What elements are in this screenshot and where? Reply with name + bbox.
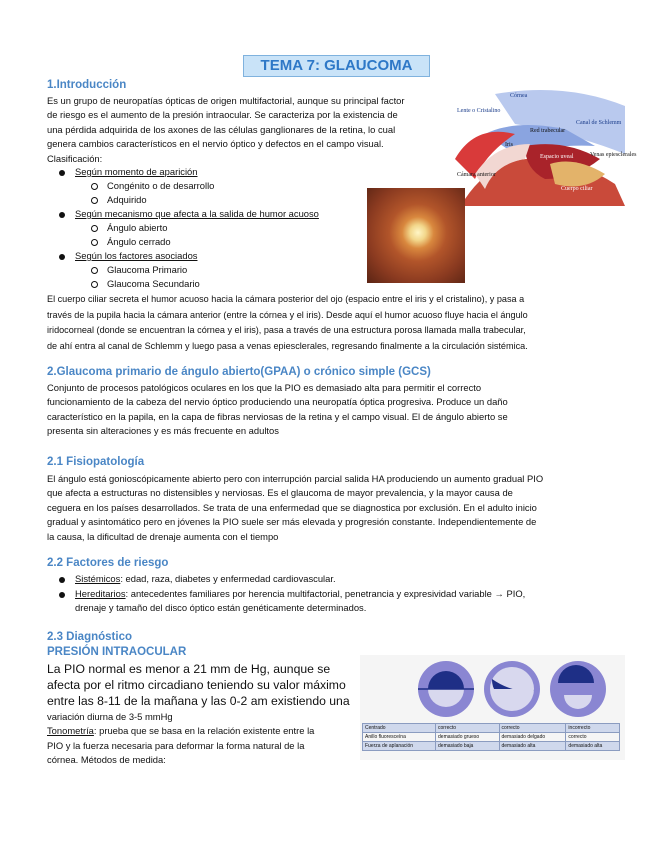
list-subitem: Ángulo cerrado (107, 236, 171, 247)
paragraph-line: El cuerpo ciliar secreta el humor acuoso hacia la cámara posterior del ojo (espacio entre el iris y el cristalino), y pasa a (47, 294, 525, 304)
circle-correct (418, 661, 474, 717)
paragraph-line: La PIO normal es menor a 21 mm de Hg, aunque se (47, 662, 331, 676)
tonometria-label: Tonometría (47, 725, 94, 736)
tonometry-figure (360, 655, 625, 760)
risk-factor-sistemicos (75, 572, 336, 586)
table-cell: Centrado (363, 724, 436, 733)
table-cell: correcto (566, 733, 620, 742)
circle-bullet-icon (91, 267, 98, 274)
list-subitem: Congénito o de desarrollo (107, 180, 215, 191)
risk-factor-text: drenaje y tamaño del disco óptico están genéticamente determinados. (75, 602, 367, 613)
table-cell: demasiado alta (499, 742, 566, 751)
table-cell: correcto (436, 724, 499, 733)
table-cell: Fuerza de aplanación (363, 742, 436, 751)
tonometry-circles (360, 655, 625, 720)
section-2-1-paragraph (47, 472, 613, 544)
label-cuerpo-ciliar: Cuerpo ciliar (561, 186, 593, 192)
paragraph-line: El ángulo está gonioscópicamente abierto pero con interrupción parcial salida HA produciendo un aumento gradual PIO (47, 473, 544, 484)
section-2-3-heading: 2.3 Diagnóstico (47, 631, 132, 643)
intro-paragraph (47, 94, 457, 166)
eye-anatomy-diagram (455, 84, 637, 206)
bullet-icon (59, 254, 65, 260)
bullet-icon (59, 577, 65, 583)
intro-line: Es un grupo de neuropatías ópticas de origen multifactorial, aunque su principal factor (47, 95, 405, 106)
table-cell: demasiado grueso (436, 733, 499, 742)
label-cornea: Córnea (510, 93, 528, 99)
bullet-icon (59, 592, 65, 598)
section-2-2-heading: 2.2 Factores de riesgo (47, 557, 169, 569)
table-cell: correcto (499, 724, 566, 733)
paragraph-line: entre las 8-11 de la mañana y las 0-2 am existiendo una (47, 694, 350, 708)
table-cell: demasiado baja (436, 742, 499, 751)
paragraph-line: PIO y la fuerza necesaria para deformar la forma natural de la (47, 739, 305, 751)
paragraph-line: córnea. Métodos de medida: (47, 754, 166, 765)
circle-thin (484, 661, 540, 717)
label-cristalino: Lente o Cristalino (457, 108, 501, 114)
paragraph-line: gradual y asintomático pero en jóvenes la PIO suele ser más elevada y progresión constante. Independientemente de (47, 516, 537, 528)
pio-subheading: PRESIÓN INTRAOCULAR (47, 646, 187, 658)
label-iris: Iris (505, 142, 513, 148)
tonometria-paragraph (47, 724, 357, 768)
paragraph-line: funcionamiento de la cabeza del nervio óptico produciendo una neuropatía óptica progresiva. Produce un daño (47, 396, 508, 408)
pio-big-paragraph (47, 661, 357, 709)
circle-bullet-icon (91, 281, 98, 288)
humor-acuoso-paragraph (47, 292, 613, 354)
section-1-heading: 1.Introducción (47, 79, 127, 91)
clasificacion-label: Clasificación: (47, 152, 103, 164)
paragraph-line: ceguera en los países desarrollados. Se trata de una enfermedad que se diagnostica por exclusión. En el adulto inicio (47, 501, 537, 513)
label-canal-schlemm: Canal de Schlemm (576, 120, 622, 126)
paragraph-line: través de la pupila hacia la cámara anterior (entre la córnea y el iris). Desde aquí el humor acuoso fluye hacia el ángulo (47, 309, 528, 320)
label-venas: Venas epiesclerales (590, 152, 637, 158)
variacion-line: variación diurna de 3-5 mmHg (47, 711, 173, 722)
bullet-icon (59, 170, 65, 176)
table-row (363, 742, 620, 751)
circle-bullet-icon (91, 197, 98, 204)
risk-factor-label: Sistémicos (75, 573, 121, 584)
tonometry-table (362, 723, 620, 751)
circle-incorrect (550, 661, 606, 717)
paragraph-line: iridocorneal (donde se encuentran la córnea y el iris), pasa a través de una estructura porosa llamada malla trabecular, (47, 325, 526, 335)
label-camara-anterior: Cámara anterior (457, 172, 496, 178)
paragraph-line: la causa, la dificultad de drenaje aumenta con el tiempo (47, 530, 279, 542)
section-2-paragraph (47, 381, 613, 439)
table-cell: incorrecto (566, 724, 620, 733)
risk-factor-hereditarios (75, 587, 615, 615)
section-2-1-heading: 2.1 Fisiopatología (47, 456, 145, 468)
circle-bullet-icon (91, 183, 98, 190)
eye-anatomy-illustration (455, 84, 637, 206)
label-red-trabecular: Red trabecular (530, 128, 566, 134)
page-title: TEMA 7: GLAUCOMA (243, 55, 430, 77)
circle-bullet-icon (91, 239, 98, 246)
list-subitem: Ángulo abierto (107, 222, 168, 233)
bullet-icon (59, 212, 65, 218)
table-cell: demasiado alta (566, 742, 620, 751)
paragraph-line: afecta por el ritmo circadiano teniendo su valor máximo (47, 678, 346, 692)
list-item-label: Según mecanismo que afecta a la salida de humor acuoso (75, 208, 319, 219)
table-row (363, 724, 620, 733)
paragraph-line: que afecta a estructuras no distensibles y nerviosas. Es el glaucoma de mayor prevalencia, y la mayor causa de (47, 487, 513, 499)
intro-line: una pérdida adquirida de los axones de las células ganglionares de la retina, lo cual (47, 123, 396, 135)
intro-line: genera cambios característicos en el nervio óptico y defectos en el campo visual. (47, 138, 384, 150)
label-espacio-uveal: Espacio uveal (540, 154, 574, 160)
paragraph-line: Conjunto de procesos patológicos oculares en los que la PIO es demasiado alta para permitir el correcto (47, 382, 482, 393)
intro-line: de riesgo es el aumento de la presión intraocular. Se caracteriza por la existencia de (47, 109, 398, 121)
optic-disc-photo (367, 188, 465, 283)
paragraph-line: : prueba que se basa en la relación existente entre la (93, 725, 315, 736)
list-item-label: Según momento de aparición (75, 166, 198, 177)
list-item-label: Según los factores asociados (75, 250, 198, 261)
paragraph-line: presenta sin alteraciones y es más frecuente en adultos (47, 425, 279, 437)
list-subitem: Adquirido (107, 194, 147, 205)
list-subitem: Glaucoma Secundario (107, 278, 200, 289)
table-row (363, 733, 620, 742)
table-cell: demasiado delgado (499, 733, 566, 742)
risk-factor-text: : edad, raza, diabetes y enfermedad cardiovascular. (120, 573, 336, 584)
paragraph-line: de ahí entra al canal de Schlemm y luego pasa a venas epiesclerales, regresando finalmente a la circulación sistémica. (47, 340, 528, 351)
list-subitem: Glaucoma Primario (107, 264, 188, 275)
circle-bullet-icon (91, 225, 98, 232)
risk-factor-text: : antecedentes familiares por herencia multifactorial, penetrancia y expresividad variable → PIO, (125, 588, 526, 599)
paragraph-line: característico en la papila, en la capa de fibras nerviosas de la retina y el campo visual. El de ángulo abierto se (47, 410, 508, 422)
table-cell: Anillo fluoresceína (363, 733, 436, 742)
risk-factor-label: Hereditarios (75, 588, 126, 599)
section-2-heading: 2.Glaucoma primario de ángulo abierto(GPAA) o crónico simple (GCS) (47, 366, 431, 378)
